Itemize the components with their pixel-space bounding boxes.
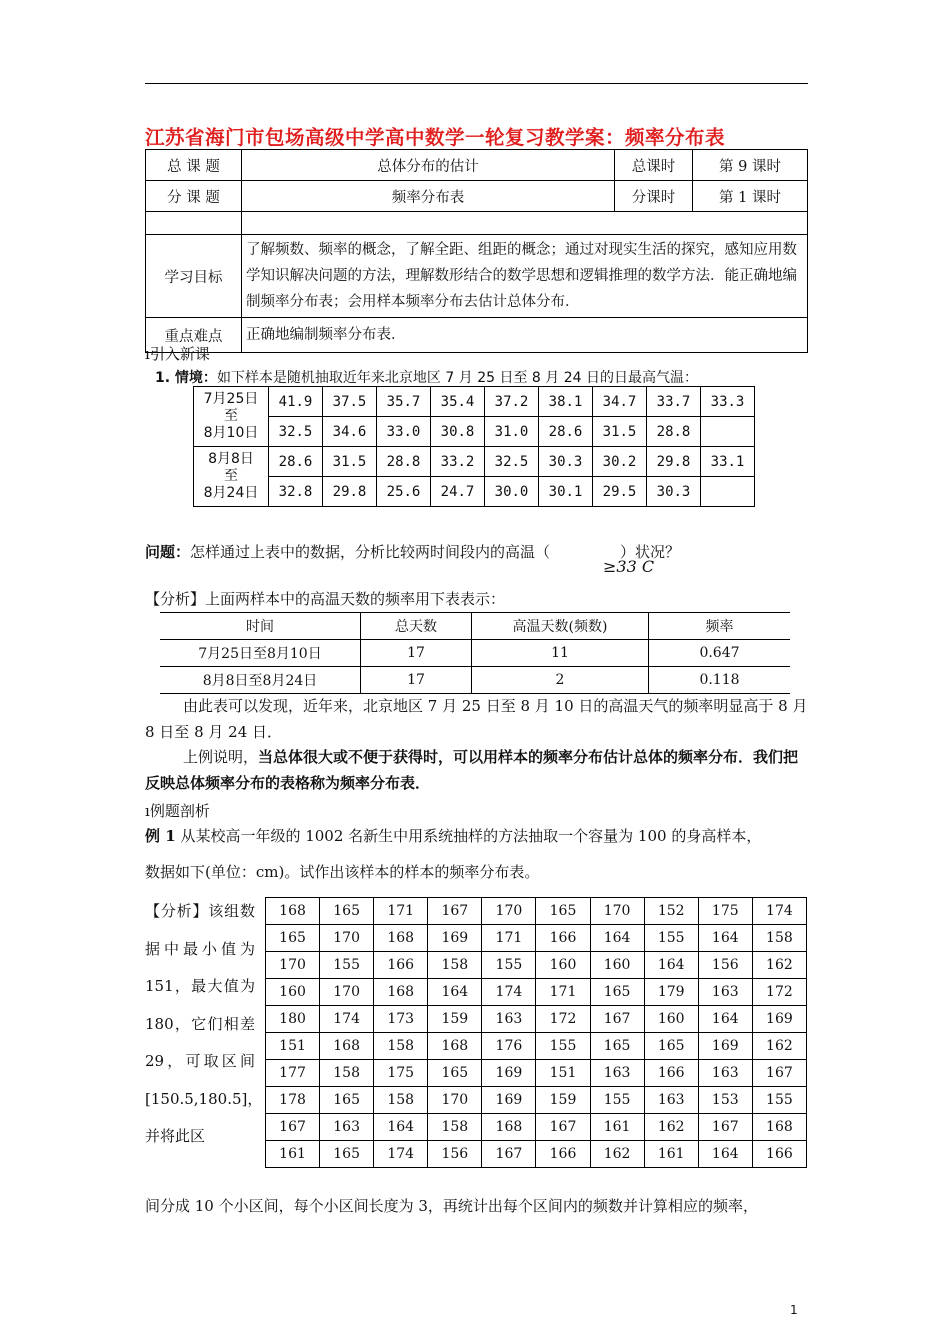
- height-cell: 158: [752, 925, 806, 952]
- height-cell: 163: [698, 1060, 752, 1087]
- temp-cell: 28.6: [269, 447, 323, 477]
- temp-cell: 30.8: [431, 417, 485, 447]
- temp-cell: 28.8: [377, 447, 431, 477]
- temp-cell: 35.7: [377, 387, 431, 417]
- height-cell: 167: [536, 1114, 590, 1141]
- height-cell: 169: [698, 1033, 752, 1060]
- height-cell: 160: [590, 952, 644, 979]
- height-cell: 167: [266, 1114, 320, 1141]
- key-label: 重点难点: [146, 318, 242, 353]
- cell: [146, 212, 242, 235]
- height-cell: 160: [536, 952, 590, 979]
- cell: [242, 212, 808, 235]
- cell: 第 9 课时: [693, 150, 808, 181]
- cell: 第 1 课时: [693, 181, 808, 212]
- height-cell: 164: [374, 1114, 428, 1141]
- height-cell: 166: [536, 1141, 590, 1168]
- height-cell: 177: [266, 1060, 320, 1087]
- side-analysis: 【分析】该组数据中最小值为 151，最大值为 180，它们相差 29，可取区间[150.5,180.5]，并将此区: [145, 902, 263, 1145]
- label-line: 8月8日: [208, 451, 254, 467]
- height-cell: 161: [266, 1141, 320, 1168]
- temp-cell: 33.1: [701, 447, 755, 477]
- height-cell: 165: [644, 1033, 698, 1060]
- label-line: 至: [224, 468, 238, 484]
- height-cell: 159: [536, 1087, 590, 1114]
- height-cell: 156: [428, 1141, 482, 1168]
- height-cell: 167: [752, 1060, 806, 1087]
- temp-cell: 30.3: [647, 477, 701, 507]
- height-cell: 163: [698, 979, 752, 1006]
- frequency-table: [160, 612, 790, 694]
- para2-bold: 当总体很大或不便于获得时，可以用样本的频率分布估计总体的频率分布．我们把反映总体频率分布的表格称为频率分布表．: [145, 748, 799, 792]
- temp-cell: 24.7: [431, 477, 485, 507]
- cell: 总课时: [615, 150, 693, 181]
- temp-cell: 37.5: [323, 387, 377, 417]
- col-header: 频率: [649, 613, 791, 640]
- period-label-2: [194, 447, 269, 507]
- label-line: 7月25日: [203, 391, 259, 407]
- table-row: [266, 1141, 807, 1168]
- height-cell: 173: [374, 1006, 428, 1033]
- height-cell: 171: [374, 898, 428, 925]
- height-cell: 163: [320, 1114, 374, 1141]
- cell: 总体分布的估计: [242, 150, 615, 181]
- height-cell: 162: [752, 952, 806, 979]
- height-cell: 169: [428, 925, 482, 952]
- height-data-table: [265, 897, 807, 1168]
- temp-cell: 33.2: [431, 447, 485, 477]
- example-1-line: [145, 825, 810, 847]
- example-label: 例 1: [145, 827, 176, 845]
- height-cell: 171: [536, 979, 590, 1006]
- height-cell: 162: [752, 1033, 806, 1060]
- cell: 分课时: [615, 181, 693, 212]
- height-cell: 170: [590, 898, 644, 925]
- height-cell: 165: [590, 1033, 644, 1060]
- height-cell: 155: [752, 1087, 806, 1114]
- freq-cell: 8月8日至8月24日: [160, 667, 361, 694]
- height-cell: 169: [482, 1087, 536, 1114]
- temp-cell: 33.7: [647, 387, 701, 417]
- temp-cell: 28.6: [539, 417, 593, 447]
- height-cell: 174: [320, 1006, 374, 1033]
- freq-cell: 0.118: [649, 667, 791, 694]
- cell: 分 课 题: [146, 181, 242, 212]
- label-line: 至: [224, 408, 238, 424]
- height-cell: 172: [536, 1006, 590, 1033]
- height-cell: 169: [752, 1006, 806, 1033]
- height-cell: 159: [428, 1006, 482, 1033]
- section-heading: ı引入新课: [145, 345, 210, 363]
- height-cell: 168: [266, 898, 320, 925]
- height-cell: 155: [536, 1033, 590, 1060]
- height-cell: 178: [266, 1087, 320, 1114]
- temp-cell: 30.1: [539, 477, 593, 507]
- height-cell: 170: [482, 898, 536, 925]
- col-header: 总天数: [361, 613, 472, 640]
- height-cell: 158: [428, 1114, 482, 1141]
- section-title: 引入新课: [149, 345, 210, 363]
- freq-cell: 0.647: [649, 640, 791, 667]
- height-cell: 176: [482, 1033, 536, 1060]
- table-row: [266, 1087, 807, 1114]
- height-cell: 168: [428, 1033, 482, 1060]
- table-row: [266, 1060, 807, 1087]
- height-cell: 166: [752, 1141, 806, 1168]
- height-cell: 166: [374, 952, 428, 979]
- height-cell: 152: [644, 898, 698, 925]
- height-cell: 155: [590, 1087, 644, 1114]
- height-cell: 164: [590, 925, 644, 952]
- height-cell: 153: [698, 1087, 752, 1114]
- height-cell: 151: [266, 1033, 320, 1060]
- page-number: 1: [790, 1303, 798, 1317]
- height-cell: 169: [482, 1060, 536, 1087]
- height-cell: 161: [644, 1141, 698, 1168]
- height-cell: 168: [752, 1114, 806, 1141]
- temp-cell: [701, 477, 755, 507]
- table-row: [266, 1114, 807, 1141]
- temp-cell: 29.5: [593, 477, 647, 507]
- height-cell: 156: [698, 952, 752, 979]
- continuation-line: 间分成 10 个小区间，每个小区间长度为 3，再统计出每个区间内的频数并计算相应的频率，: [145, 1197, 758, 1215]
- example-text: 从某校高一年级的 1002 名新生中用系统抽样的方法抽取一个容量为 100 的身高样本，: [180, 827, 762, 845]
- temp-cell: 32.5: [269, 417, 323, 447]
- period-label-1: [194, 387, 269, 447]
- label-line: 8月10日: [203, 425, 259, 441]
- cell: 总 课 题: [146, 150, 242, 181]
- freq-cell: 11: [472, 640, 649, 667]
- section-heading: ı例题剖析: [145, 802, 210, 820]
- temp-cell: [701, 417, 755, 447]
- height-cell: 165: [590, 979, 644, 1006]
- temp-cell: 25.6: [377, 477, 431, 507]
- height-cell: 174: [374, 1141, 428, 1168]
- temp-cell: 31.5: [323, 447, 377, 477]
- temp-cell: 31.0: [485, 417, 539, 447]
- height-cell: 168: [374, 925, 428, 952]
- table-row: [266, 1006, 807, 1033]
- height-cell: 168: [320, 1033, 374, 1060]
- height-cell: 168: [482, 1114, 536, 1141]
- question-label: 问题：: [145, 543, 191, 561]
- example-1-line2: 数据如下(单位：cm)。试作出该样本的样本的频率分布表。: [145, 863, 540, 881]
- header-rule: [145, 83, 808, 84]
- temp-cell: 32.5: [485, 447, 539, 477]
- table-row: [266, 1033, 807, 1060]
- section-title: 例题剖析: [149, 802, 210, 820]
- height-cell: 166: [536, 925, 590, 952]
- freq-cell: 2: [472, 667, 649, 694]
- height-cell: 164: [698, 1006, 752, 1033]
- label-line: 8月24日: [203, 485, 259, 501]
- height-cell: 168: [374, 979, 428, 1006]
- height-cell: 179: [644, 979, 698, 1006]
- temp-cell: 34.6: [323, 417, 377, 447]
- height-cell: 163: [482, 1006, 536, 1033]
- height-cell: 164: [428, 979, 482, 1006]
- question-end: ）状况？: [620, 543, 681, 561]
- table-row: [266, 952, 807, 979]
- situation-label: 1. 情境：: [155, 370, 217, 386]
- height-cell: 164: [698, 1141, 752, 1168]
- situation-text: 如下样本是随机抽取近年来北京地区 7 月 25 日至 8 月 24 日的日最高气温：: [216, 370, 698, 386]
- freq-cell: 17: [361, 667, 472, 694]
- paragraph-1: 由此表可以发现，近年来，北京地区 7 月 25 日至 8 月 10 日的高温天气的频率明显高于 8 月 8 日至 8 月 24 日．: [145, 697, 808, 741]
- temperature-table: [193, 386, 755, 507]
- height-cell: 180: [266, 1006, 320, 1033]
- height-cell: 174: [482, 979, 536, 1006]
- question-text: 怎样通过上表中的数据，分析比较两时间段内的高温（: [190, 543, 551, 561]
- objective-label: 学习目标: [146, 235, 242, 318]
- height-cell: 158: [374, 1033, 428, 1060]
- course-info-table: [145, 149, 808, 353]
- height-cell: 167: [590, 1006, 644, 1033]
- temp-cell: 30.2: [593, 447, 647, 477]
- temp-cell: 29.8: [323, 477, 377, 507]
- col-header: 时间: [160, 613, 361, 640]
- height-cell: 165: [320, 1087, 374, 1114]
- analysis-line: 【分析】上面两样本中的高温天数的频率用下表表示：: [145, 590, 506, 608]
- paragraph-2: [145, 744, 810, 796]
- document-title: 江苏省海门市包场高级中学高中数学一轮复习教学案：频率分布表: [145, 126, 726, 149]
- height-cell: 175: [374, 1060, 428, 1087]
- height-cell: 163: [644, 1087, 698, 1114]
- height-cell: 172: [752, 979, 806, 1006]
- height-cell: 155: [644, 925, 698, 952]
- question-line: [145, 541, 680, 563]
- table-row: [266, 898, 807, 925]
- height-cell: 170: [428, 1087, 482, 1114]
- height-cell: 170: [320, 925, 374, 952]
- temp-cell: 37.2: [485, 387, 539, 417]
- temp-cell: 41.9: [269, 387, 323, 417]
- freq-cell: 17: [361, 640, 472, 667]
- height-cell: 165: [266, 925, 320, 952]
- height-cell: 175: [698, 898, 752, 925]
- height-cell: 167: [698, 1114, 752, 1141]
- height-cell: 164: [698, 925, 752, 952]
- col-header: 高温天数(频数): [472, 613, 649, 640]
- height-cell: 163: [590, 1060, 644, 1087]
- height-cell: 161: [590, 1114, 644, 1141]
- height-cell: 167: [428, 898, 482, 925]
- objective-text: 了解频数、频率的概念，了解全距、组距的概念；通过对现实生活的探究，感知应用数学知识解决问题的方法，理解数形结合的数学思想和逻辑推理的数学方法．能正确地编制频率分布表；会用样本频率分布去估计总体分布．: [242, 235, 808, 318]
- temp-cell: 33.0: [377, 417, 431, 447]
- height-cell: 160: [266, 979, 320, 1006]
- height-cell: 171: [482, 925, 536, 952]
- height-cell: 160: [644, 1006, 698, 1033]
- key-text: 正确地编制频率分布表．: [242, 318, 808, 353]
- height-cell: 170: [266, 952, 320, 979]
- height-cell: 151: [536, 1060, 590, 1087]
- height-cell: 155: [320, 952, 374, 979]
- temp-cell: 34.7: [593, 387, 647, 417]
- height-cell: 174: [752, 898, 806, 925]
- height-cell: 164: [644, 952, 698, 979]
- height-cell: 162: [590, 1141, 644, 1168]
- freq-cell: 7月25日至8月10日: [160, 640, 361, 667]
- height-cell: 167: [482, 1141, 536, 1168]
- height-cell: 155: [482, 952, 536, 979]
- temp-cell: 33.3: [701, 387, 755, 417]
- height-cell: 166: [644, 1060, 698, 1087]
- height-cell: 165: [536, 898, 590, 925]
- temp-cell: 29.8: [647, 447, 701, 477]
- temp-cell: 38.1: [539, 387, 593, 417]
- height-cell: 165: [320, 1141, 374, 1168]
- temp-cell: 32.8: [269, 477, 323, 507]
- para2-lead: 上例说明，: [183, 748, 259, 766]
- temp-cell: 28.8: [647, 417, 701, 447]
- table-row: [266, 925, 807, 952]
- height-cell: 165: [428, 1060, 482, 1087]
- height-cell: 162: [644, 1114, 698, 1141]
- height-cell: 165: [320, 898, 374, 925]
- table-row: [266, 979, 807, 1006]
- cell: 频率分布表: [242, 181, 615, 212]
- temp-cell: 31.5: [593, 417, 647, 447]
- temp-cell: 30.3: [539, 447, 593, 477]
- height-cell: 158: [428, 952, 482, 979]
- height-cell: 170: [320, 979, 374, 1006]
- temp-cell: 35.4: [431, 387, 485, 417]
- temp-cell: 30.0: [485, 477, 539, 507]
- math-expression: ≥33 C: [603, 557, 655, 576]
- height-cell: 158: [374, 1087, 428, 1114]
- height-cell: 158: [320, 1060, 374, 1087]
